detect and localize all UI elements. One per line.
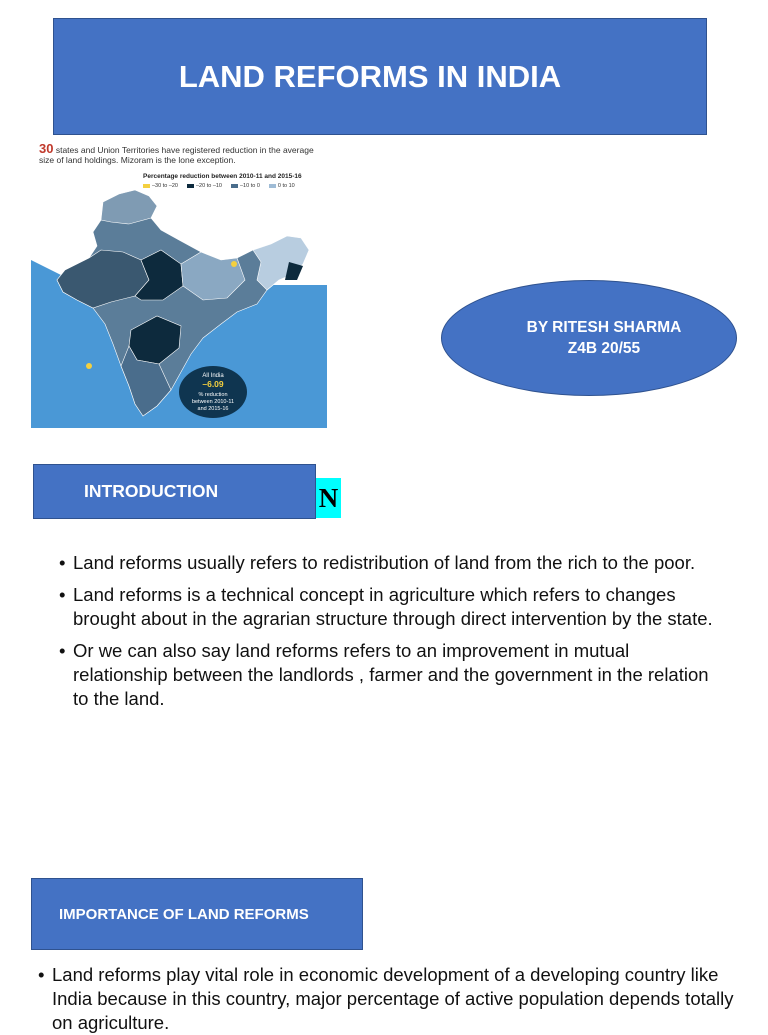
title-banner bbox=[53, 18, 707, 135]
legend-label: –10 to 0 bbox=[240, 183, 260, 189]
list-item: • Or we can also say land reforms refers to an improvement in mutual relationship between the landlords , farmer and the government in the relation to the land. bbox=[73, 639, 713, 711]
list-item: • Land reforms play vital role in economic development of a developing country like India because in this country, major percentage of active population depends totally on agriculture. bbox=[52, 963, 742, 1035]
region-northeast bbox=[253, 236, 309, 290]
introduction-heading-box bbox=[33, 464, 316, 519]
goa-marker bbox=[86, 363, 92, 369]
legend-label: –20 to –10 bbox=[196, 183, 222, 189]
list-item: • Land reforms is a technical concept in agriculture which refers to changes brought about in the agrarian structure through direct intervention by the state. bbox=[73, 583, 713, 631]
map-caption-number: 30 bbox=[39, 141, 54, 156]
mizoram-marker bbox=[231, 261, 237, 267]
author-name: BY RITESH SHARMA bbox=[526, 319, 682, 336]
page-title: LAND REFORMS IN INDIA bbox=[178, 58, 562, 94]
list-item: • Land reforms usually refers to redistribution of land from the rich to the poor. bbox=[73, 551, 713, 575]
badge-line1: All India bbox=[202, 373, 224, 379]
badge-line4: between 2010-11 bbox=[191, 399, 235, 405]
importance-heading: IMPORTANCE OF LAND REFORMS bbox=[59, 905, 309, 923]
author-oval bbox=[441, 280, 737, 396]
badge-line3: % reduction bbox=[198, 392, 228, 398]
legend-label: 0 to 10 bbox=[277, 183, 295, 189]
map-caption-text: states and Union Territories have registered reduction in the average size of land holdings. Mizoram is the lone exception. bbox=[39, 145, 314, 165]
author-id: Z4B 20/55 bbox=[567, 340, 641, 357]
india-land-holdings-map bbox=[31, 140, 327, 428]
badge-value: –6.09 bbox=[202, 379, 224, 389]
region-north bbox=[101, 190, 157, 224]
importance-list bbox=[52, 963, 742, 1035]
badge-line5: and 2015-16 bbox=[197, 406, 229, 412]
introduction-heading: INTRODUCTION bbox=[84, 481, 219, 501]
legend-label: –30 to –20 bbox=[152, 183, 178, 189]
map-graphic bbox=[31, 140, 327, 428]
introduction-list bbox=[73, 551, 713, 719]
stray-letter: N bbox=[316, 478, 341, 518]
importance-heading-box bbox=[31, 878, 363, 950]
map-legend-title: Percentage reduction between 2010-11 and 2015-16 bbox=[143, 173, 302, 180]
